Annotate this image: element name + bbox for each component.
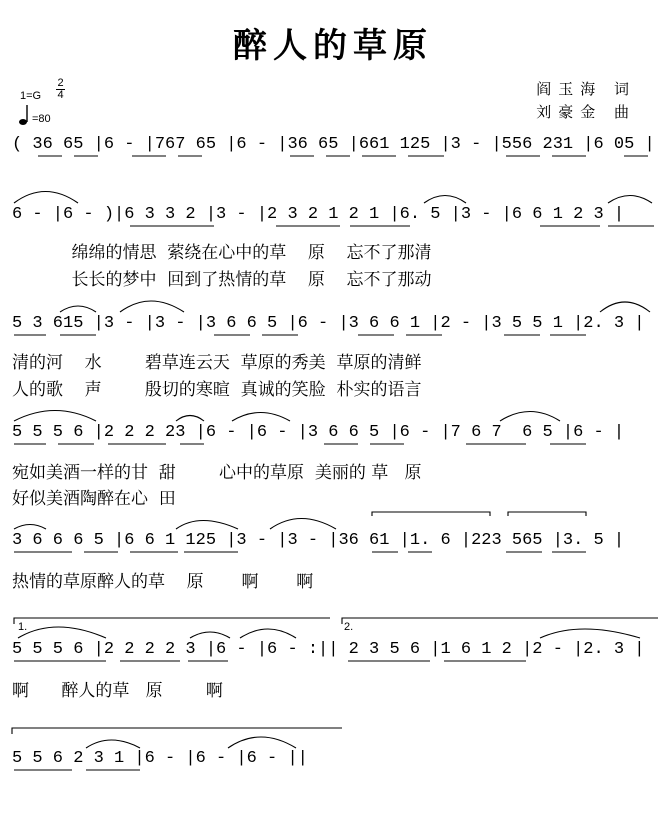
time-signature: [56, 78, 65, 101]
notation-row-2: 6 - |6 - )|6 3 3 2 |3 - |2 3 2 1 2 1 |6. 5 |3 - |6 6 1 2 3 |: [12, 205, 625, 224]
key-signature: [20, 90, 41, 102]
lyricist-credit: 阎玉海 词: [536, 80, 636, 98]
tempo-mark: [32, 113, 51, 125]
notation-row-5: 3 6 6 6 5 |6 6 1 125 |3 - |3 - |36 61 |1. 6 |223 565 |3. 5 |: [12, 531, 625, 550]
notation-row-1: ( 36 65 |6 - |767 65 |6 - |36 65 |661 125 |3 - |556 231 |6 05 |: [12, 135, 655, 154]
lyrics-row-3-verse-2: 人的歌 声 殷切的寒暄 真诚的笑脸 朴实的语言: [12, 380, 422, 400]
quarter-note-icon: [19, 104, 31, 126]
song-title: 醉人的草原: [233, 26, 433, 66]
lyrics-row-5: 热情的草原醉人的草 原 啊 啊: [12, 572, 314, 592]
tempo-label: =80: [32, 113, 51, 125]
lyrics-row-4-verse-2: 好似美酒陶醉在心 田: [12, 489, 176, 509]
time-top: 2: [57, 77, 64, 89]
lyrics-row-6: 啊 醉人的草 原 啊: [12, 681, 223, 701]
volta-1-label: 1.: [18, 621, 28, 633]
time-bottom: 4: [57, 89, 64, 101]
notation-row-3: 5 3 615 |3 - |3 - |3 6 6 5 |6 - |3 6 6 1 |2 - |3 5 5 1 |2. 3 |: [12, 314, 645, 333]
notation-row-6: 5 5 5 6 |2 2 2 2 3 |6 - |6 - :|| 2 3 5 6 |1 6 1 2 |2 - |2. 3 |: [12, 640, 645, 659]
lyrics-row-2-verse-2: 长长的梦中 回到了热情的草 原 忘不了那动: [12, 270, 432, 290]
volta-2-label: 2.: [344, 621, 354, 633]
composer-credit: 刘豪金 曲: [536, 103, 636, 121]
notation-row-7: 5 5 6 2 3 1 |6 - |6 - |6 - ||: [12, 749, 308, 768]
key-label: 1=G: [20, 90, 42, 102]
notation-row-4: 5 5 5 6 |2 2 2 23 |6 - |6 - |3 6 6 5 |6 - |7 6 7 6 5 |6 - |: [12, 423, 625, 442]
lyrics-row-3-verse-1: 清的河 水 碧草连云天 草原的秀美 草原的清鲜: [12, 353, 422, 373]
lyrics-row-4-verse-1: 宛如美酒一样的甘 甜 心中的草原 美丽的 草 原: [12, 463, 422, 483]
lyrics-row-2-verse-1: 绵绵的情思 萦绕在心中的草 原 忘不了那清: [12, 243, 432, 263]
